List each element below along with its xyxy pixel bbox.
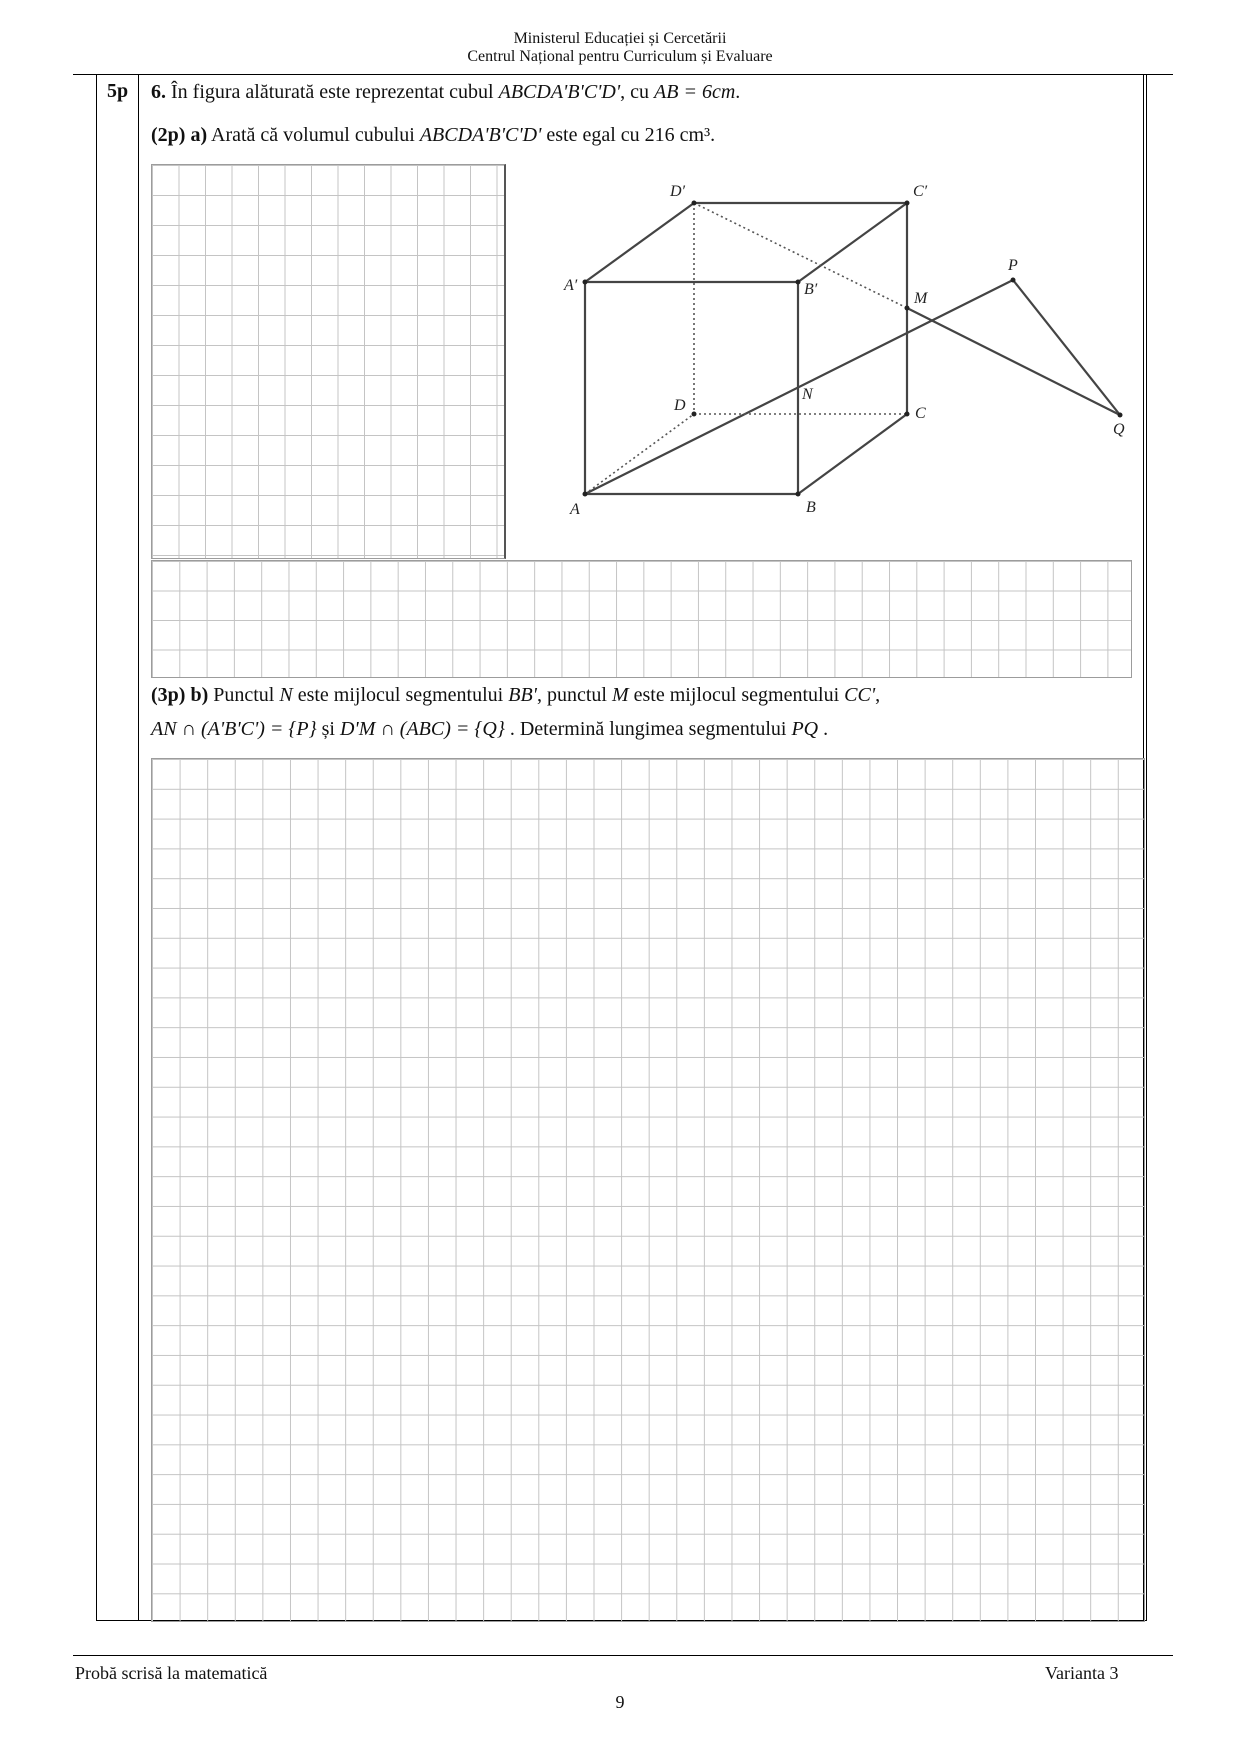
part-b-expr1: AN ∩ (A'B'C') = {P}: [151, 718, 317, 740]
answer-grid-b[interactable]: [151, 758, 1145, 1622]
part-a-points: (2p) a): [151, 124, 208, 146]
line-PQ: [1013, 280, 1120, 415]
part-b-cc: CC': [844, 684, 876, 706]
answer-grid-a-left[interactable]: [151, 164, 506, 559]
statement-cu: , cu: [620, 81, 650, 103]
footer-variant: Varianta 3: [1045, 1663, 1119, 1683]
header-center: Centrul Național pentru Curriculum și Evaluare: [467, 48, 773, 65]
edge-B1C1: [798, 203, 907, 282]
part-b-m: M: [611, 684, 629, 706]
part-b-text-a: Punctul: [213, 684, 275, 706]
part-b-text-c: , punctul: [536, 684, 607, 706]
part-b-pq: PQ: [791, 718, 819, 740]
part-a-text: Arată că volumul cubului: [211, 124, 415, 146]
part-b-text-b: este mijlocul segmentului: [297, 684, 504, 706]
answer-grid-a-bottom[interactable]: [151, 560, 1132, 678]
part-b-si: și: [321, 718, 335, 740]
line-D1M-hidden: [694, 203, 907, 308]
label-P: P: [1008, 257, 1018, 274]
label-M: M: [914, 290, 928, 307]
item-number: 6.: [151, 81, 166, 103]
footer-exam-name: Probă scrisă la matematică: [75, 1663, 268, 1683]
label-B1: B′: [804, 281, 818, 298]
line-MQ: [907, 308, 1120, 415]
label-B: B: [806, 499, 816, 516]
edge-AD-hidden: [585, 414, 694, 494]
part-a-value: 216 cm³.: [644, 124, 716, 146]
statement-cube: ABCDA'B'C'D': [498, 81, 621, 103]
label-N: N: [802, 386, 813, 403]
statement-text: În figura alăturată este reprezentat cubul: [171, 81, 494, 103]
bottom-rule: [73, 1655, 1173, 1656]
edge-A1D1: [585, 203, 694, 282]
part-a-end: este egal cu: [546, 124, 640, 146]
label-C1: C′: [913, 183, 928, 200]
part-b-text-d: este mijlocul segmentului: [633, 684, 840, 706]
part-b-dot: .: [823, 718, 829, 740]
label-A: A: [570, 501, 580, 518]
part-b-end: . Determină lungimea segmentului: [509, 718, 787, 740]
header-ministry: Ministerul Educației și Cercetării: [513, 30, 727, 47]
edge-BC: [798, 414, 907, 494]
part-b-line2: [151, 717, 828, 741]
page-number: 9: [615, 1692, 625, 1712]
label-Q: Q: [1113, 421, 1125, 438]
part-b-expr2: D'M ∩ (ABC) = {Q}: [339, 718, 505, 740]
score-column-separator: [138, 74, 139, 1621]
item-statement: 6. În figura alăturată este reprezentat cubul ABCDA'B'C'D', cu AB = 6cm.: [151, 81, 741, 103]
label-D: D: [674, 397, 686, 414]
part-b-n: N: [279, 684, 293, 706]
part-b-line1: (3p) b) Punctul N este mijlocul segmentului BB', punctul M este mijlocul segmentului CC',: [151, 684, 881, 706]
statement-ab: AB = 6cm: [654, 81, 736, 103]
label-A1: A′: [564, 277, 578, 294]
cube-figure: [540, 170, 1140, 540]
label-C: C: [915, 405, 926, 422]
part-a: [151, 123, 715, 147]
part-b-bb: BB': [508, 684, 537, 706]
part-b-points: (3p) b): [151, 684, 209, 706]
item-score: 5p: [107, 80, 129, 102]
label-D1: D′: [670, 183, 686, 200]
part-a-cube: ABCDA'B'C'D': [419, 124, 542, 146]
